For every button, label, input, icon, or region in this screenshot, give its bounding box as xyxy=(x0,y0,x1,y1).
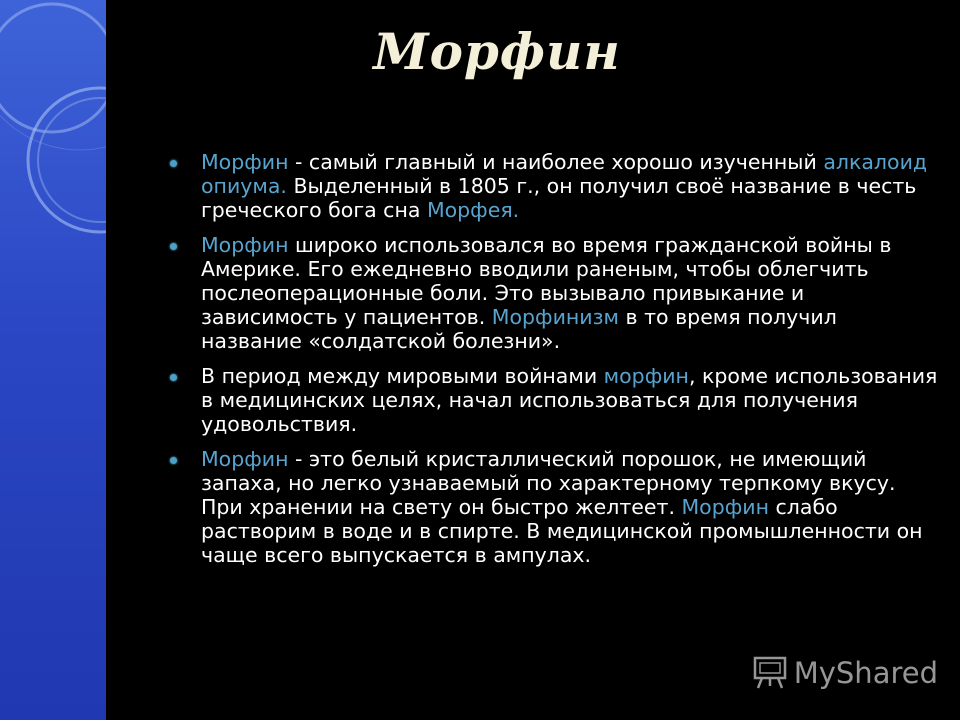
bullet-item xyxy=(170,447,940,567)
bullet-text: - это белый кристаллический порошок, не имеющий запаха, но легко узнаваемый по характерному терпкому вкусу. При хранении на свету он быстро желтеет. xyxy=(201,447,896,519)
bullet-item xyxy=(170,150,940,222)
watermark-logo xyxy=(752,656,938,690)
highlighted-term: Морфея. xyxy=(426,198,520,222)
highlighted-term: Морфин xyxy=(681,495,769,519)
highlighted-term: Морфин xyxy=(201,233,289,257)
bullet-dot-icon xyxy=(170,160,177,167)
slide-title: Морфин xyxy=(373,22,621,81)
bullet-dot-icon xyxy=(170,374,177,381)
highlighted-term: Морфинизм xyxy=(491,305,619,329)
decorative-sidebar xyxy=(0,0,106,720)
highlighted-term: морфин xyxy=(603,364,689,388)
bullet-item xyxy=(170,233,940,353)
bullet-text: - самый главный и наиболее хорошо изученный xyxy=(288,150,824,174)
highlighted-term: алкалоид опиума. xyxy=(201,150,928,198)
highlighted-term: Морфин xyxy=(201,447,289,471)
decorative-circles xyxy=(0,0,106,720)
bullet-text: широко использовался во время гражданской войны в Америке. Его ежедневно вводили раненым, чтобы облегчить послеоперационные боли. Это вызывало привыкание и зависимость у пациентов. xyxy=(201,233,892,329)
presentation-board-icon xyxy=(752,656,788,690)
bullet-dot-icon xyxy=(170,243,177,250)
bullet-text: , кроме использования в медицинских целях, начал использоваться для получения удовольствия. xyxy=(201,364,938,436)
bullet-text: слабо растворим в воде и в спирте. В медицинской промышленности он чаще всего выпускается в ампулах. xyxy=(201,495,923,567)
bullet-text: в то время получил название «солдатской болезни». xyxy=(201,305,837,353)
bullet-text: Выделенный в 1805 г., он получил своё название в честь греческого бога сна xyxy=(201,174,917,222)
bullet-dot-icon xyxy=(170,457,177,464)
bullet-text: В период между мировыми войнами xyxy=(201,364,604,388)
watermark-text: MyShared xyxy=(793,656,938,690)
bullet-item xyxy=(170,364,940,436)
highlighted-term: Морфин xyxy=(201,150,289,174)
bullet-list xyxy=(170,150,940,578)
